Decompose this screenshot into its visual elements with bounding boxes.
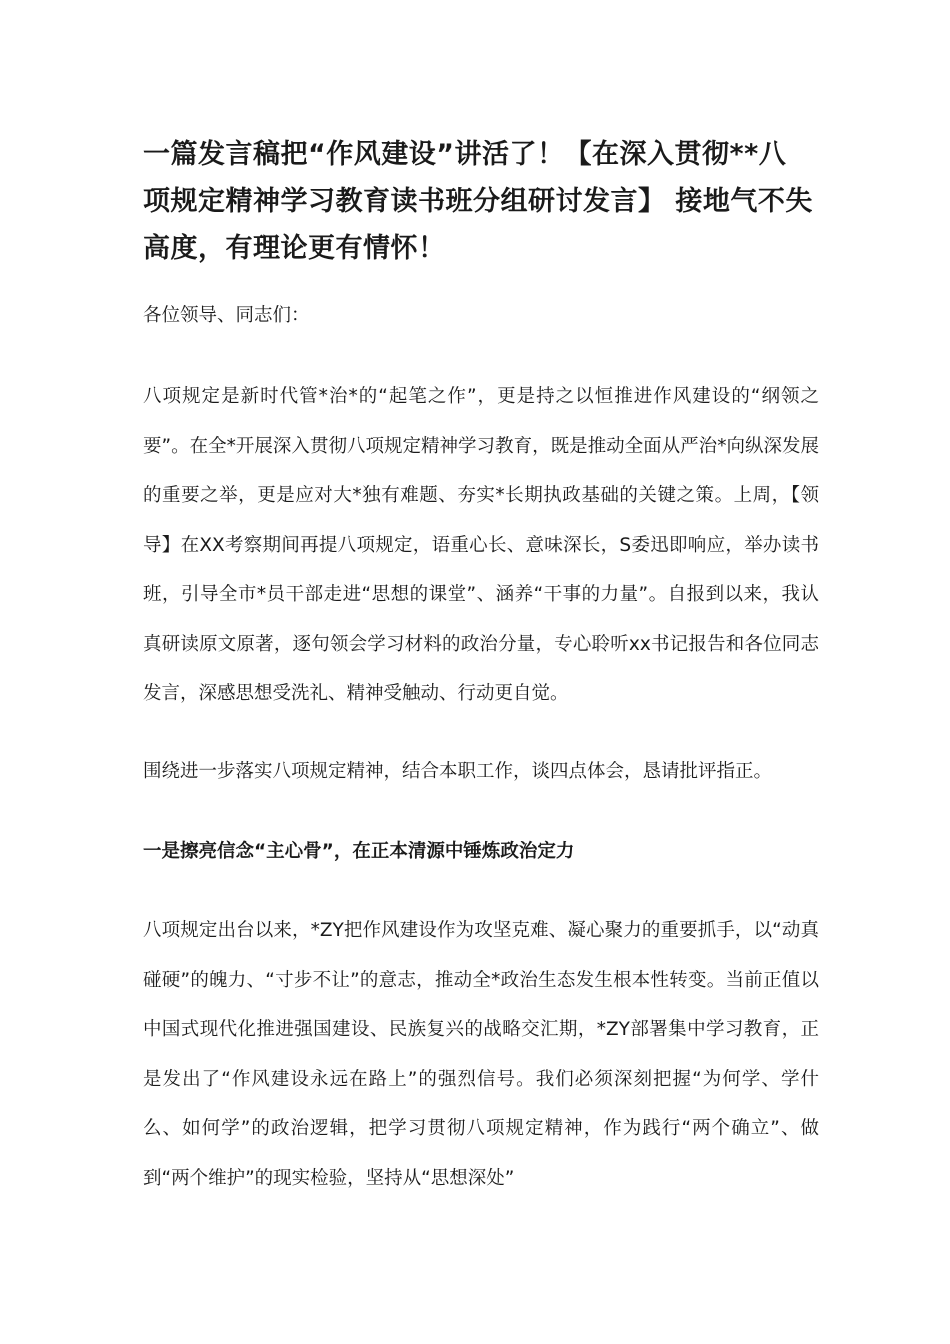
document-title: 一篇发言稿把“作风建设”讲活了！【在深入贯彻**八项规定精神学习教育读书班分组研讨发言】 接地气不失高度，有理论更有情怀！: [143, 139, 813, 264]
body-paragraph: 围绕进一步落实八项规定精神，结合本职工作，谈四点体会，恳请批评指正。: [143, 761, 773, 782]
section-heading: 一是擦亮信念“主心骨”，在正本清源中锤炼政治定力: [143, 841, 575, 862]
body-paragraph: 八项规定出台以来，*ZY把作风建设作为攻坚克难、凝心聚力的重要抓手，以“动真碰硬”的魄力、“寸步不让”的意志，推动全*政治生态发生根本性转变。当前正值以中国式现代化推进强国建设、民族复兴的战略交汇期，*ZY部署集中学习教育，正是发出了“作风建设永远在路上”的强烈信号。我们必须深刻把握“为何学、学什么、如何学”的政治逻辑，把学习贯彻八项规定精神，作为践行“两个确立”、做到“两个维护”的现实检验，坚持从“思想深处”: [143, 920, 819, 1189]
salutation: 各位领导、同志们：: [143, 305, 310, 326]
body-paragraph: 八项规定是新时代管*治*的“起笔之作”，更是持之以恒推进作风建设的“纲领之要”。在全*开展深入贯彻八项规定精神学习教育，既是推动全面从严治*向纵深发展的重要之举，更是应对大*独有难题、夯实*长期执政基础的关键之策。上周，【领导】在XX考察期间再提八项规定，语重心长、意味深长，S委迅即响应，举办读书班，引导全市*员干部走进“思想的课堂”、涵养“干事的力量”。自报到以来，我认真研读原文原著，逐句领会学习材料的政治分量，专心聆听xx书记报告和各位同志发言，深感思想受洗礼、精神受触动、行动更自觉。: [143, 386, 819, 704]
